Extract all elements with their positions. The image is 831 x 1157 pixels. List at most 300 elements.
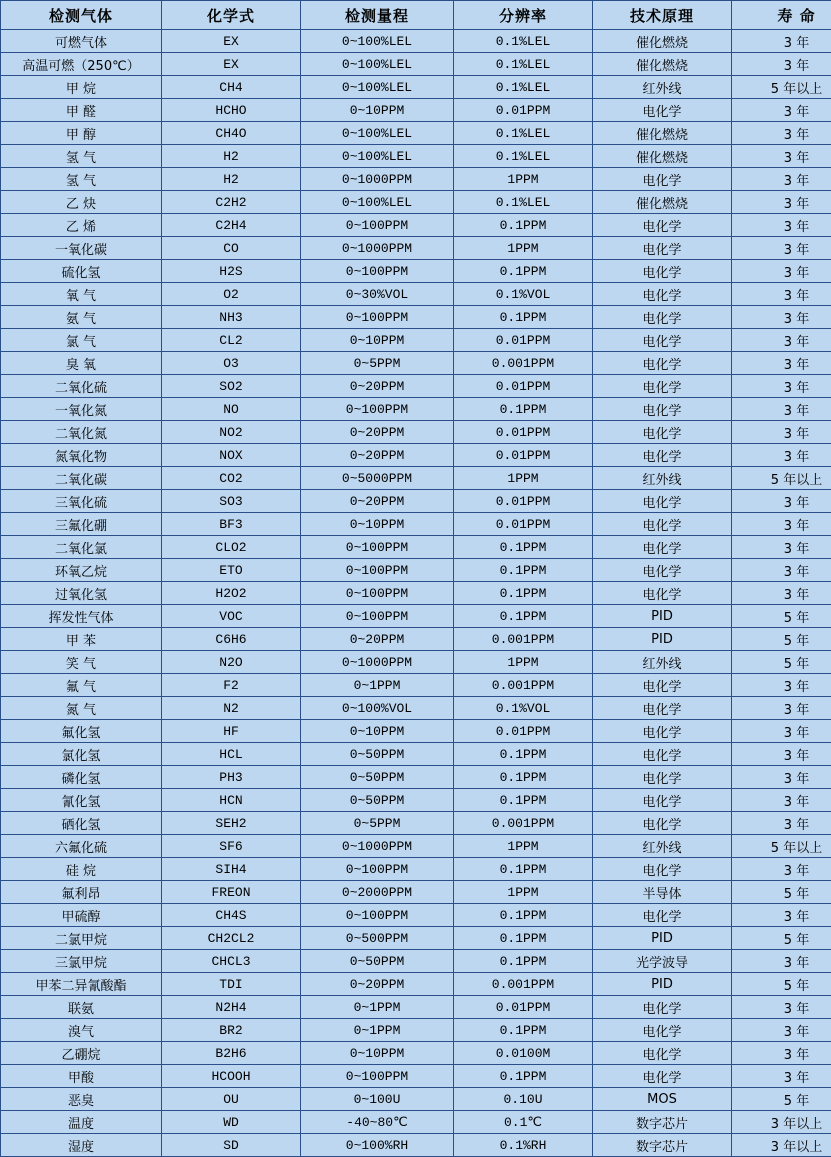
cell-lifetime: 3 年 — [732, 996, 831, 1019]
cell-detection-range: -40~80℃ — [301, 1111, 454, 1134]
table-row — [1, 996, 831, 1019]
table-row — [1, 1065, 831, 1088]
cell-gas-name: 甲苯二异氰酸酯 — [1, 973, 162, 996]
cell-detection-range: 0~100PPM — [301, 536, 454, 559]
table-row — [1, 1088, 831, 1111]
cell-resolution: 0.1%LEL — [454, 53, 593, 76]
table-row — [1, 53, 831, 76]
cell-lifetime: 3 年 — [732, 352, 831, 375]
cell-resolution: 0.1PPM — [454, 306, 593, 329]
cell-detection-range: 0~20PPM — [301, 421, 454, 444]
cell-gas-name: 二氧化硫 — [1, 375, 162, 398]
cell-resolution: 0.01PPM — [454, 444, 593, 467]
cell-gas-name: 氯 气 — [1, 329, 162, 352]
cell-chemical-formula: B2H6 — [162, 1042, 301, 1065]
cell-detection-range: 0~100PPM — [301, 904, 454, 927]
cell-technical-principle: MOS — [593, 1088, 732, 1111]
cell-lifetime: 3 年 — [732, 697, 831, 720]
cell-technical-principle: 红外线 — [593, 651, 732, 674]
cell-lifetime: 3 年以上 — [732, 1134, 831, 1157]
cell-resolution: 0.01PPM — [454, 720, 593, 743]
cell-lifetime: 3 年 — [732, 375, 831, 398]
table-row — [1, 881, 831, 904]
cell-gas-name: 氮氧化物 — [1, 444, 162, 467]
cell-technical-principle: 电化学 — [593, 237, 732, 260]
cell-lifetime: 3 年 — [732, 674, 831, 697]
table-row — [1, 421, 831, 444]
cell-lifetime: 3 年 — [732, 329, 831, 352]
cell-resolution: 0.1PPM — [454, 398, 593, 421]
cell-chemical-formula: O2 — [162, 283, 301, 306]
cell-detection-range: 0~1000PPM — [301, 651, 454, 674]
cell-lifetime: 5 年 — [732, 927, 831, 950]
table-row — [1, 168, 831, 191]
cell-resolution: 0.1PPM — [454, 214, 593, 237]
cell-chemical-formula: F2 — [162, 674, 301, 697]
cell-resolution: 1PPM — [454, 881, 593, 904]
cell-technical-principle: 电化学 — [593, 904, 732, 927]
cell-technical-principle: 半导体 — [593, 881, 732, 904]
cell-lifetime: 3 年 — [732, 237, 831, 260]
cell-resolution: 1PPM — [454, 168, 593, 191]
cell-detection-range: 0~20PPM — [301, 490, 454, 513]
cell-gas-name: 高温可燃（250℃） — [1, 53, 162, 76]
cell-technical-principle: 电化学 — [593, 1042, 732, 1065]
cell-gas-name: 硅 烷 — [1, 858, 162, 881]
table-row — [1, 260, 831, 283]
cell-gas-name: 二氧化碳 — [1, 467, 162, 490]
cell-detection-range: 0~1PPM — [301, 674, 454, 697]
cell-detection-range: 0~100PPM — [301, 1065, 454, 1088]
cell-gas-name: 甲 苯 — [1, 628, 162, 651]
cell-lifetime: 3 年 — [732, 812, 831, 835]
cell-detection-range: 0~50PPM — [301, 743, 454, 766]
cell-lifetime: 3 年 — [732, 214, 831, 237]
cell-resolution: 0.1PPM — [454, 858, 593, 881]
cell-chemical-formula: CL2 — [162, 329, 301, 352]
cell-technical-principle: PID — [593, 973, 732, 996]
cell-lifetime: 3 年 — [732, 283, 831, 306]
cell-technical-principle: 电化学 — [593, 329, 732, 352]
cell-resolution: 0.1PPM — [454, 904, 593, 927]
cell-detection-range: 0~100%LEL — [301, 53, 454, 76]
cell-lifetime: 3 年 — [732, 490, 831, 513]
cell-lifetime: 3 年 — [732, 122, 831, 145]
table-row — [1, 697, 831, 720]
cell-chemical-formula: SIH4 — [162, 858, 301, 881]
cell-gas-name: 氯化氢 — [1, 743, 162, 766]
cell-chemical-formula: WD — [162, 1111, 301, 1134]
table-row — [1, 605, 831, 628]
cell-lifetime: 3 年 — [732, 582, 831, 605]
cell-resolution: 0.001PPM — [454, 674, 593, 697]
cell-gas-name: 二氧化氮 — [1, 421, 162, 444]
cell-chemical-formula: FREON — [162, 881, 301, 904]
cell-technical-principle: 电化学 — [593, 559, 732, 582]
cell-lifetime: 5 年 — [732, 605, 831, 628]
cell-technical-principle: 电化学 — [593, 812, 732, 835]
cell-resolution: 1PPM — [454, 237, 593, 260]
cell-lifetime: 3 年 — [732, 306, 831, 329]
cell-technical-principle: 电化学 — [593, 444, 732, 467]
cell-lifetime: 5 年 — [732, 973, 831, 996]
cell-detection-range: 0~100%VOL — [301, 697, 454, 720]
cell-technical-principle: 电化学 — [593, 1065, 732, 1088]
cell-gas-name: 笑 气 — [1, 651, 162, 674]
cell-lifetime: 5 年以上 — [732, 467, 831, 490]
table-row — [1, 1111, 831, 1134]
table-row — [1, 835, 831, 858]
table-row — [1, 191, 831, 214]
cell-resolution: 0.1%LEL — [454, 145, 593, 168]
cell-detection-range: 0~100%LEL — [301, 145, 454, 168]
cell-technical-principle: 电化学 — [593, 99, 732, 122]
cell-resolution: 1PPM — [454, 467, 593, 490]
cell-detection-range: 0~10PPM — [301, 1042, 454, 1065]
cell-technical-principle: 电化学 — [593, 260, 732, 283]
cell-lifetime: 3 年 — [732, 30, 831, 53]
cell-gas-name: 乙 炔 — [1, 191, 162, 214]
cell-technical-principle: 电化学 — [593, 789, 732, 812]
cell-gas-name: 三氯甲烷 — [1, 950, 162, 973]
cell-gas-name: 硒化氢 — [1, 812, 162, 835]
cell-technical-principle: 电化学 — [593, 352, 732, 375]
cell-chemical-formula: BR2 — [162, 1019, 301, 1042]
cell-lifetime: 3 年 — [732, 398, 831, 421]
cell-chemical-formula: CH2CL2 — [162, 927, 301, 950]
cell-resolution: 0.1%RH — [454, 1134, 593, 1157]
table-row — [1, 76, 831, 99]
cell-gas-name: 二氯甲烷 — [1, 927, 162, 950]
cell-detection-range: 0~2000PPM — [301, 881, 454, 904]
cell-gas-name: 甲酸 — [1, 1065, 162, 1088]
cell-gas-name: 乙硼烷 — [1, 1042, 162, 1065]
cell-resolution: 0.1%VOL — [454, 697, 593, 720]
cell-chemical-formula: NO — [162, 398, 301, 421]
table-row — [1, 651, 831, 674]
cell-technical-principle: 电化学 — [593, 513, 732, 536]
cell-technical-principle: 催化燃烧 — [593, 122, 732, 145]
cell-lifetime: 5 年 — [732, 881, 831, 904]
cell-chemical-formula: HF — [162, 720, 301, 743]
table-row — [1, 329, 831, 352]
cell-gas-name: 联氨 — [1, 996, 162, 1019]
cell-chemical-formula: OU — [162, 1088, 301, 1111]
cell-gas-name: 甲 烷 — [1, 76, 162, 99]
table-row — [1, 674, 831, 697]
cell-gas-name: 三氟化硼 — [1, 513, 162, 536]
cell-technical-principle: 电化学 — [593, 214, 732, 237]
cell-technical-principle: 红外线 — [593, 76, 732, 99]
cell-lifetime: 3 年以上 — [732, 1111, 831, 1134]
cell-technical-principle: 电化学 — [593, 743, 732, 766]
cell-lifetime: 5 年以上 — [732, 835, 831, 858]
cell-detection-range: 0~100%LEL — [301, 30, 454, 53]
cell-detection-range: 0~50PPM — [301, 950, 454, 973]
cell-detection-range: 0~100%LEL — [301, 76, 454, 99]
table-row — [1, 628, 831, 651]
cell-detection-range: 0~1PPM — [301, 996, 454, 1019]
cell-chemical-formula: SO3 — [162, 490, 301, 513]
cell-resolution: 0.1PPM — [454, 1065, 593, 1088]
cell-chemical-formula: PH3 — [162, 766, 301, 789]
cell-lifetime: 3 年 — [732, 743, 831, 766]
cell-chemical-formula: BF3 — [162, 513, 301, 536]
cell-detection-range: 0~100PPM — [301, 559, 454, 582]
cell-resolution: 0.01PPM — [454, 329, 593, 352]
table-row — [1, 122, 831, 145]
cell-chemical-formula: EX — [162, 30, 301, 53]
cell-technical-principle: 催化燃烧 — [593, 30, 732, 53]
table-row — [1, 513, 831, 536]
cell-chemical-formula: EX — [162, 53, 301, 76]
cell-gas-name: 氧 气 — [1, 283, 162, 306]
cell-resolution: 0.001PPM — [454, 352, 593, 375]
cell-chemical-formula: HCOOH — [162, 1065, 301, 1088]
cell-detection-range: 0~100%RH — [301, 1134, 454, 1157]
cell-resolution: 0.01PPM — [454, 996, 593, 1019]
table-row — [1, 1042, 831, 1065]
cell-resolution: 0.1%LEL — [454, 30, 593, 53]
table-row — [1, 743, 831, 766]
cell-resolution: 1PPM — [454, 835, 593, 858]
cell-resolution: 0.01PPM — [454, 490, 593, 513]
cell-resolution: 0.1℃ — [454, 1111, 593, 1134]
cell-detection-range: 0~100PPM — [301, 306, 454, 329]
table-row — [1, 99, 831, 122]
cell-technical-principle: 催化燃烧 — [593, 53, 732, 76]
cell-gas-name: 氟 气 — [1, 674, 162, 697]
table-row — [1, 352, 831, 375]
cell-technical-principle: 电化学 — [593, 536, 732, 559]
cell-chemical-formula: CO2 — [162, 467, 301, 490]
table-row — [1, 398, 831, 421]
cell-gas-name: 甲硫醇 — [1, 904, 162, 927]
cell-detection-range: 0~30%VOL — [301, 283, 454, 306]
cell-resolution: 0.1%VOL — [454, 283, 593, 306]
cell-resolution: 0.1PPM — [454, 927, 593, 950]
column-header-range: 检测量程 — [301, 1, 454, 30]
cell-detection-range: 0~5PPM — [301, 812, 454, 835]
table-row — [1, 582, 831, 605]
cell-lifetime: 3 年 — [732, 145, 831, 168]
cell-resolution: 0.1PPM — [454, 582, 593, 605]
cell-chemical-formula: C2H2 — [162, 191, 301, 214]
cell-lifetime: 3 年 — [732, 720, 831, 743]
cell-resolution: 0.1PPM — [454, 950, 593, 973]
cell-chemical-formula: NH3 — [162, 306, 301, 329]
cell-gas-name: 臭 氧 — [1, 352, 162, 375]
table-header-row — [1, 1, 831, 30]
cell-detection-range: 0~50PPM — [301, 789, 454, 812]
cell-detection-range: 0~5PPM — [301, 352, 454, 375]
cell-detection-range: 0~20PPM — [301, 973, 454, 996]
cell-detection-range: 0~100%LEL — [301, 191, 454, 214]
cell-chemical-formula: C2H4 — [162, 214, 301, 237]
cell-chemical-formula: N2 — [162, 697, 301, 720]
cell-technical-principle: 催化燃烧 — [593, 145, 732, 168]
cell-lifetime: 3 年 — [732, 536, 831, 559]
cell-technical-principle: 光学波导 — [593, 950, 732, 973]
cell-resolution: 0.1%LEL — [454, 76, 593, 99]
cell-chemical-formula: CLO2 — [162, 536, 301, 559]
table-row — [1, 490, 831, 513]
cell-lifetime: 3 年 — [732, 1019, 831, 1042]
cell-chemical-formula: ETO — [162, 559, 301, 582]
column-header-principle: 技术原理 — [593, 1, 732, 30]
table-row — [1, 720, 831, 743]
cell-gas-name: 氟化氢 — [1, 720, 162, 743]
table-row — [1, 375, 831, 398]
cell-gas-name: 氮 气 — [1, 697, 162, 720]
cell-gas-name: 磷化氢 — [1, 766, 162, 789]
column-header-gas: 检测气体 — [1, 1, 162, 30]
cell-technical-principle: 电化学 — [593, 490, 732, 513]
cell-resolution: 0.001PPM — [454, 973, 593, 996]
cell-resolution: 0.0100M — [454, 1042, 593, 1065]
cell-chemical-formula: CH4 — [162, 76, 301, 99]
cell-gas-name: 甲 醛 — [1, 99, 162, 122]
cell-lifetime: 5 年 — [732, 651, 831, 674]
cell-gas-name: 挥发性气体 — [1, 605, 162, 628]
cell-chemical-formula: HCL — [162, 743, 301, 766]
table-row — [1, 214, 831, 237]
column-header-resolution: 分辨率 — [454, 1, 593, 30]
cell-detection-range: 0~50PPM — [301, 766, 454, 789]
cell-technical-principle: 电化学 — [593, 720, 732, 743]
cell-technical-principle: 电化学 — [593, 1019, 732, 1042]
cell-technical-principle: 数字芯片 — [593, 1111, 732, 1134]
cell-chemical-formula: SO2 — [162, 375, 301, 398]
cell-chemical-formula: NO2 — [162, 421, 301, 444]
cell-technical-principle: 电化学 — [593, 858, 732, 881]
cell-detection-range: 0~100PPM — [301, 858, 454, 881]
cell-technical-principle: 电化学 — [593, 697, 732, 720]
table-row — [1, 927, 831, 950]
cell-gas-name: 氟利昂 — [1, 881, 162, 904]
cell-detection-range: 0~100PPM — [301, 214, 454, 237]
cell-technical-principle: 电化学 — [593, 375, 732, 398]
cell-lifetime: 3 年 — [732, 513, 831, 536]
cell-resolution: 0.001PPM — [454, 812, 593, 835]
cell-chemical-formula: N2O — [162, 651, 301, 674]
cell-technical-principle: 电化学 — [593, 766, 732, 789]
cell-gas-name: 氢 气 — [1, 168, 162, 191]
cell-detection-range: 0~20PPM — [301, 628, 454, 651]
table-body — [1, 30, 831, 1157]
cell-detection-range: 0~1000PPM — [301, 237, 454, 260]
cell-resolution: 0.01PPM — [454, 375, 593, 398]
cell-resolution: 0.1PPM — [454, 536, 593, 559]
cell-resolution: 0.1PPM — [454, 789, 593, 812]
cell-technical-principle: PID — [593, 605, 732, 628]
table-row — [1, 559, 831, 582]
table-row — [1, 306, 831, 329]
cell-lifetime: 3 年 — [732, 444, 831, 467]
cell-detection-range: 0~1000PPM — [301, 835, 454, 858]
cell-chemical-formula: SF6 — [162, 835, 301, 858]
cell-detection-range: 0~10PPM — [301, 329, 454, 352]
cell-lifetime: 3 年 — [732, 421, 831, 444]
cell-chemical-formula: HCN — [162, 789, 301, 812]
table-row — [1, 950, 831, 973]
cell-gas-name: 六氟化硫 — [1, 835, 162, 858]
cell-technical-principle: 电化学 — [593, 582, 732, 605]
cell-detection-range: 0~10PPM — [301, 720, 454, 743]
cell-technical-principle: 电化学 — [593, 398, 732, 421]
cell-detection-range: 0~1PPM — [301, 1019, 454, 1042]
cell-lifetime: 3 年 — [732, 191, 831, 214]
table-row — [1, 973, 831, 996]
cell-gas-name: 湿度 — [1, 1134, 162, 1157]
cell-technical-principle: 电化学 — [593, 421, 732, 444]
cell-gas-name: 恶臭 — [1, 1088, 162, 1111]
cell-gas-name: 乙 烯 — [1, 214, 162, 237]
cell-lifetime: 5 年 — [732, 1088, 831, 1111]
table-row — [1, 145, 831, 168]
cell-chemical-formula: CO — [162, 237, 301, 260]
cell-chemical-formula: O3 — [162, 352, 301, 375]
cell-lifetime: 5 年 — [732, 628, 831, 651]
cell-detection-range: 0~1000PPM — [301, 168, 454, 191]
cell-gas-name: 硫化氢 — [1, 260, 162, 283]
cell-gas-name: 氰化氢 — [1, 789, 162, 812]
cell-technical-principle: 电化学 — [593, 283, 732, 306]
cell-gas-name: 可燃气体 — [1, 30, 162, 53]
cell-lifetime: 3 年 — [732, 789, 831, 812]
cell-resolution: 0.1PPM — [454, 559, 593, 582]
cell-resolution: 0.1%LEL — [454, 191, 593, 214]
cell-gas-name: 溴气 — [1, 1019, 162, 1042]
cell-chemical-formula: SEH2 — [162, 812, 301, 835]
cell-resolution: 0.1PPM — [454, 605, 593, 628]
cell-chemical-formula: CH4O — [162, 122, 301, 145]
cell-chemical-formula: NOX — [162, 444, 301, 467]
cell-lifetime: 3 年 — [732, 53, 831, 76]
table-row — [1, 812, 831, 835]
cell-resolution: 0.01PPM — [454, 99, 593, 122]
cell-lifetime: 5 年以上 — [732, 76, 831, 99]
cell-resolution: 0.10U — [454, 1088, 593, 1111]
cell-lifetime: 3 年 — [732, 904, 831, 927]
table-row — [1, 237, 831, 260]
cell-detection-range: 0~100PPM — [301, 582, 454, 605]
cell-resolution: 0.1PPM — [454, 1019, 593, 1042]
cell-detection-range: 0~20PPM — [301, 444, 454, 467]
cell-chemical-formula: H2S — [162, 260, 301, 283]
cell-resolution: 1PPM — [454, 651, 593, 674]
cell-technical-principle: PID — [593, 628, 732, 651]
table-row — [1, 444, 831, 467]
cell-resolution: 0.01PPM — [454, 513, 593, 536]
cell-lifetime: 3 年 — [732, 1065, 831, 1088]
table-row — [1, 766, 831, 789]
cell-resolution: 0.1PPM — [454, 766, 593, 789]
table-row — [1, 467, 831, 490]
cell-technical-principle: 红外线 — [593, 467, 732, 490]
cell-resolution: 0.001PPM — [454, 628, 593, 651]
cell-lifetime: 3 年 — [732, 260, 831, 283]
table-row — [1, 1019, 831, 1042]
table-row — [1, 1134, 831, 1157]
cell-chemical-formula: TDI — [162, 973, 301, 996]
cell-gas-name: 二氧化氯 — [1, 536, 162, 559]
cell-detection-range: 0~10PPM — [301, 513, 454, 536]
cell-gas-name: 温度 — [1, 1111, 162, 1134]
cell-detection-range: 0~500PPM — [301, 927, 454, 950]
cell-detection-range: 0~100PPM — [301, 605, 454, 628]
cell-detection-range: 0~20PPM — [301, 375, 454, 398]
